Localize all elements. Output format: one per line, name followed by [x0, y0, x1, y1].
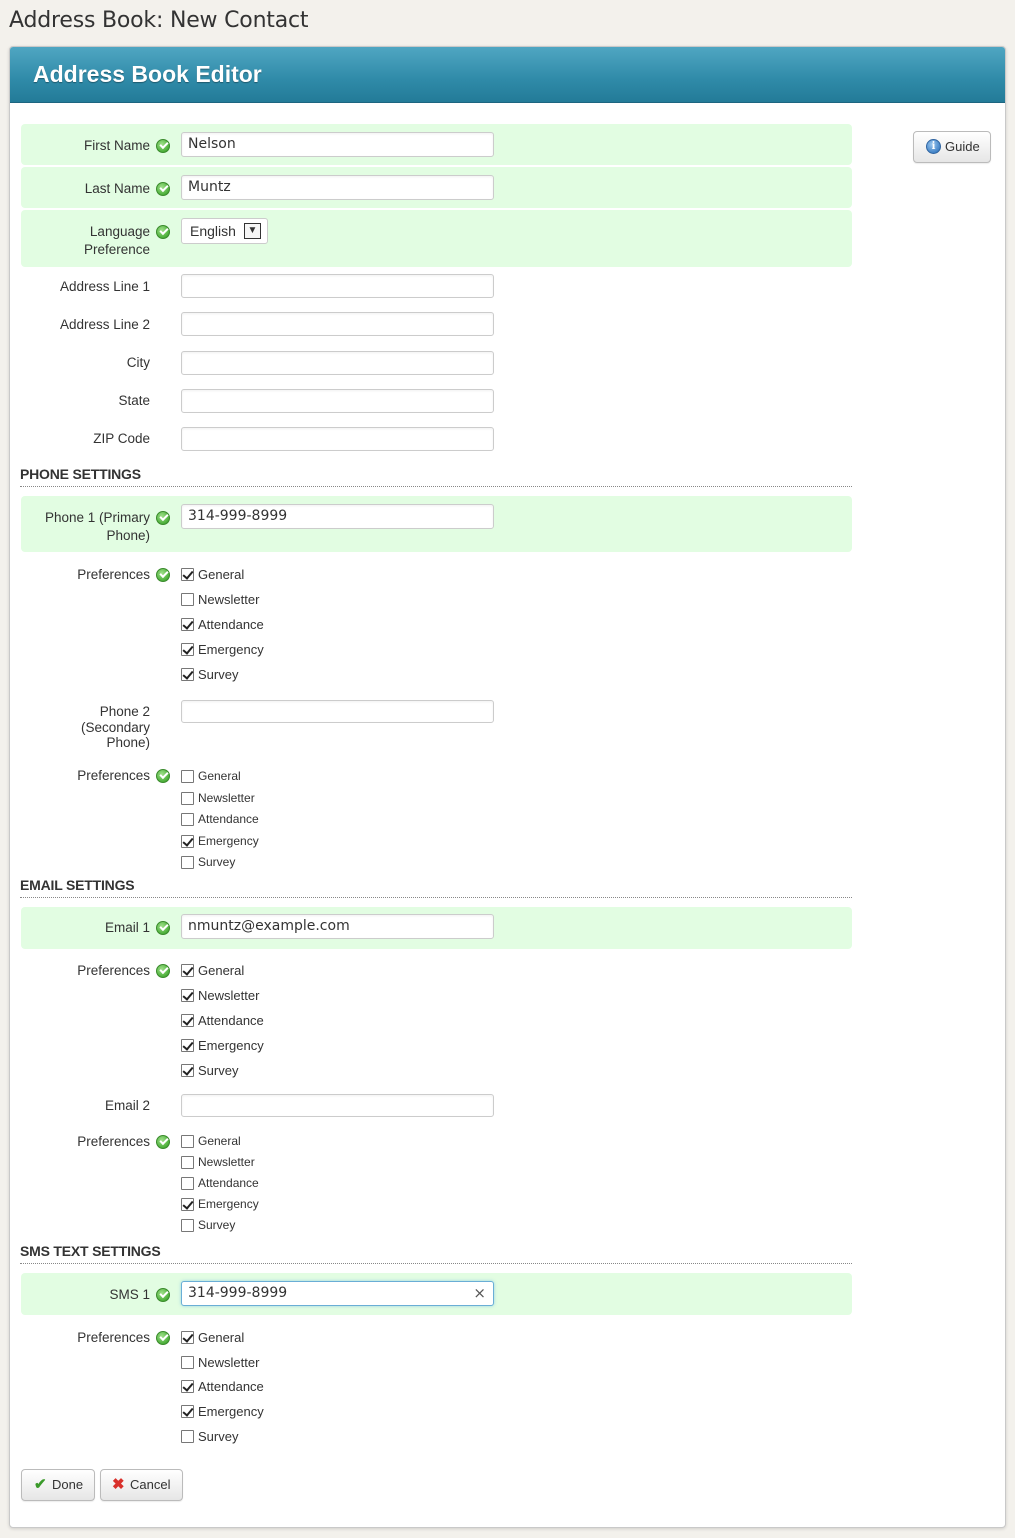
checkbox-label: Survey [198, 1218, 236, 1232]
valid-check-icon [156, 769, 170, 783]
language-select[interactable] [181, 218, 268, 244]
checkbox[interactable] [181, 1405, 194, 1418]
phone2-label-2: (Secondary [80, 720, 150, 735]
info-icon: i [926, 139, 941, 154]
valid-check-icon [156, 511, 170, 525]
email1-label: Email 1 [104, 920, 150, 935]
checkbox[interactable] [181, 1198, 194, 1211]
checkbox-label: Emergency [198, 1404, 264, 1420]
checkbox-label: Attendance [198, 617, 264, 632]
valid-check-icon [156, 139, 170, 153]
address1-label: Address Line 1 [59, 279, 150, 294]
done-label: Done [52, 1477, 84, 1492]
checkbox-label: Attendance [198, 1013, 264, 1028]
checkbox-label: Emergency [198, 1038, 264, 1053]
checkbox[interactable] [181, 835, 194, 848]
checkmark-icon: ✔ [34, 1476, 47, 1493]
checkbox-label: General [198, 1134, 241, 1148]
cancel-button[interactable] [100, 1469, 183, 1501]
checkbox[interactable] [181, 989, 194, 1002]
last-name-input[interactable]: Muntz [181, 175, 494, 200]
state-input[interactable] [181, 389, 494, 413]
checkbox[interactable] [181, 1064, 194, 1077]
checkbox-label: Survey [198, 855, 236, 869]
valid-check-icon [156, 964, 170, 978]
checkbox[interactable] [181, 1219, 194, 1232]
valid-check-icon [156, 182, 170, 196]
checkbox[interactable] [181, 593, 194, 606]
panel-title: Address Book Editor [33, 61, 262, 87]
clear-icon[interactable]: × [473, 1284, 486, 1302]
checkbox[interactable] [181, 1430, 194, 1443]
city-label: City [126, 355, 150, 370]
checkbox-label: Survey [198, 1428, 239, 1444]
zip-label: ZIP Code [93, 431, 150, 446]
checkbox[interactable] [181, 618, 194, 631]
language-selected-value: English [190, 223, 236, 239]
checkbox[interactable] [181, 964, 194, 977]
valid-check-icon [156, 1331, 170, 1345]
checkbox-label: Survey [198, 667, 239, 682]
checkbox[interactable] [181, 1039, 194, 1052]
city-input[interactable] [181, 351, 494, 375]
first-name-input[interactable]: Nelson [181, 132, 494, 157]
checkbox-label: General [198, 567, 245, 582]
checkbox[interactable] [181, 668, 194, 681]
guide-button[interactable] [913, 131, 991, 163]
checkbox-label: Attendance [198, 1176, 259, 1190]
checkbox-label: Emergency [198, 833, 259, 848]
checkbox[interactable] [181, 568, 194, 581]
guide-label: Guide [945, 139, 980, 154]
checkbox[interactable] [181, 770, 194, 783]
address2-label: Address Line 2 [59, 317, 150, 332]
checkbox-label: Newsletter [198, 592, 260, 607]
address1-input[interactable] [181, 274, 494, 298]
first-name-label: First Name [83, 138, 150, 153]
checkbox[interactable] [181, 792, 194, 805]
checkbox[interactable] [181, 1156, 194, 1169]
checkbox[interactable] [181, 1331, 194, 1344]
valid-check-icon [156, 568, 170, 582]
checkbox-label: Survey [198, 1063, 239, 1078]
phone1-label-2: Phone) [106, 528, 150, 543]
checkbox[interactable] [181, 1177, 194, 1190]
state-label: State [118, 393, 150, 408]
phone2-input[interactable] [181, 700, 494, 723]
chevron-down-icon: ▼ [244, 223, 261, 239]
checkbox-label: Attendance [198, 812, 259, 826]
phone1-label: Phone 1 (Primary [44, 510, 150, 525]
zip-input[interactable] [181, 427, 494, 451]
email-settings-heading: EMAIL SETTINGS [20, 877, 852, 898]
phone-settings-heading: PHONE SETTINGS [20, 466, 852, 487]
checkbox-label: Attendance [198, 1379, 264, 1395]
valid-check-icon [156, 225, 170, 239]
email1-input[interactable]: nmuntz@example.com [181, 914, 494, 939]
checkbox[interactable] [181, 643, 194, 656]
language-label: Language [89, 224, 150, 239]
preferences-label: Preferences [77, 1134, 150, 1149]
language-label-2: Preference [83, 242, 150, 257]
checkbox-label: Newsletter [198, 1155, 255, 1169]
phone2-label: Phone 2 [99, 704, 150, 719]
checkbox[interactable] [181, 1014, 194, 1027]
checkbox[interactable] [181, 813, 194, 826]
address2-input[interactable] [181, 312, 494, 336]
valid-check-icon [156, 921, 170, 935]
checkbox-label: Newsletter [198, 988, 260, 1003]
checkbox-label: Newsletter [198, 1354, 260, 1370]
checkbox-label: Emergency [198, 642, 264, 657]
sms1-value: 314-999-8999 [188, 1285, 288, 1301]
close-icon: ✖ [112, 1476, 125, 1493]
done-button[interactable] [21, 1469, 95, 1501]
sms1-label: SMS 1 [109, 1287, 150, 1302]
checkbox-label: Newsletter [198, 790, 255, 805]
cancel-label: Cancel [130, 1477, 171, 1492]
checkbox[interactable] [181, 1135, 194, 1148]
checkbox[interactable] [181, 1380, 194, 1393]
checkbox-label: General [198, 1330, 245, 1345]
preferences-label: Preferences [77, 963, 150, 978]
checkbox[interactable] [181, 1356, 194, 1369]
preferences-label: Preferences [77, 567, 150, 582]
last-name-label: Last Name [84, 181, 150, 196]
email2-label: Email 2 [104, 1098, 150, 1113]
preferences-label: Preferences [77, 1330, 150, 1345]
page-title: Address Book: New Contact [9, 8, 309, 33]
checkbox-label: Emergency [198, 1197, 259, 1211]
checkbox-label: General [198, 769, 241, 783]
valid-check-icon [156, 1135, 170, 1149]
sms-settings-heading: SMS TEXT SETTINGS [20, 1243, 852, 1264]
phone2-label-3: Phone) [106, 735, 150, 750]
checkbox-label: General [198, 963, 245, 978]
preferences-label: Preferences [77, 768, 150, 783]
email2-input[interactable] [181, 1094, 494, 1117]
panel-header [10, 47, 1005, 103]
phone1-input[interactable]: 314-999-8999 [181, 504, 494, 529]
sms1-input[interactable] [181, 1281, 494, 1306]
valid-check-icon [156, 1288, 170, 1302]
checkbox[interactable] [181, 856, 194, 869]
